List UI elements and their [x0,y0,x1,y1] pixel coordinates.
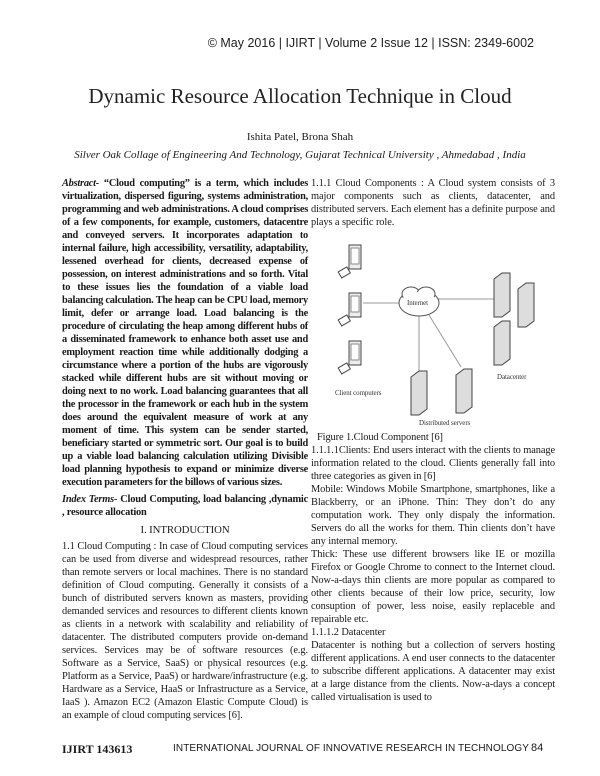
thick-paragraph: Thick: These use different browsers like IE or mozilla Firefox or Google Chrome to connect to the Internet cloud. Now-a-days thin clients are more popular as compared to other clients because of their low price, security, low consuption of power, less noise, easily replaceble and repairable etc. [311,549,555,625]
label-distributed-servers: Distributed servers [419,419,471,427]
index-terms-text: Cloud Computing, load balancing ,dynamic , resource allocation [62,494,308,518]
client-computer-icon [338,293,361,326]
label-internet: Internet [407,299,428,307]
client-computer-icon [338,341,361,374]
clients-paragraph: 1.1.1.1Clients: End users interact with the clients to manage information related to the cloud. Clients generally fall into three categories as given in [6] [311,445,555,482]
server-icon [411,371,427,415]
datacenter-heading: 1.1.1.2 Datacenter [311,627,386,638]
cloud-component-figure [311,237,555,429]
intro-paragraph: 1.1 Cloud Computing : In case of Cloud computing services can be used from diverse and widespread resources, rather than remote servers or local machines. There is no standard definition of Cloud computing. Generally it consists of a bunch of distributed servers known as masters, providing demanded services and resources to different clients known as clients in a network with scalability and reliability of datacenter. The distributed computers provide on-demand services. Services may be of software resources (e.g. Software as a Service, SaaS) or physical resources (e.g. Platform as a Service, PaaS) or hardware/infrastructure (e.g. Hardware as a Service, HaaS or Infrastructure as a Service, IaaS ). Amazon EC2 (Amazon Elastic Compute Cloud) is an example of cloud computing services [6]. [62,541,308,721]
server-icon [518,283,534,327]
components-paragraph: 1.1.1 Cloud Components : A Cloud system consists of 3 major components such as clients, datacenter, and distributed servers. Each element has a definite purpose and plays a specific role. [311,178,555,228]
server-icon [494,273,510,317]
paper-title: Dynamic Resource Allocation Technique in Cloud [88,84,512,108]
abstract [62,177,308,489]
figure-caption: Figure 1.Cloud Component [6] [317,432,443,443]
client-computer-icon [338,245,361,278]
abstract-text: “Cloud computing” is a term, which includes virtualization, dispersed figuring, systems administration, programming and web administrations. A cloud comprises of a few components, for example, customers, datacentre and conveyed servers. It incorporates adaptation to internal failure, high accessibility, versatility, adaptability, lessened overhead for clients, decreased expense of possession, on interest administrations and so forth. Vital to these issues lies the foundation of a viable load balancing calculation. The heap can be CPU load, memory limit, defer or arrange load. Load balancing is the procedure of circulating the heap among different hubs of a disseminated framework to enhance both asset use and employment reaction time while additionally dodging a circumstance where a portion of the hubs are vigorously stacked while different hubs are sit without moving or doing next to no work. Load balancing guarantees that all the processor in the framework or each hub in the system does around the equivalent measure of work at any moment of time. This system can be sender started, beneficiary started or symmetric sort. Our goal is to build up a viable load balancing calculation utilizing Divisible load planning hypothesis to expand or minimize diverse execution parameters for the billows of various sizes. [62,178,308,488]
section-heading: I. INTRODUCTION [140,524,230,536]
abstract-label: Abstract- [62,178,100,189]
server-icon [456,369,472,413]
footer-journal: INTERNATIONAL JOURNAL OF INNOVATIVE RESEARCH IN TECHNOLOGY [173,743,530,754]
server-icon [494,321,510,365]
label-client-computers: Client computers [335,389,382,397]
affiliation: Silver Oak Collage of Engineering And Technology, Gujarat Technical University , Ahmedabad , India [74,149,526,161]
right-column [311,177,555,704]
journal-header: © May 2016 | IJIRT | Volume 2 Issue 12 | ISSN: 2349-6002 [207,36,534,50]
page-number: 84 [531,742,544,754]
footer-paper-id: IJIRT 143613 [62,742,133,756]
authors: Ishita Patel, Brona Shah [246,131,354,143]
label-datacenter: Datacenter [497,373,527,381]
datacenter-paragraph: Datacenter is nothing but a collection of servers hosting different applications. A end user connects to the datacenter to subscribe different applications. A datacenter may exist at a large distance from the clients. Now-a-days a concept called virtualisation is used to [311,640,555,703]
index-terms [62,493,308,519]
left-column [62,177,308,722]
index-terms-label: Index Terms- [62,494,118,505]
mobile-paragraph: Mobile: Windows Mobile Smartphone, smartphones, like a Blackberry, or an iPhone. Thin: They don’t do any computation work. They only dispaly the information. Servers do all the works for them. Thin clients don’t have any internal memory. [311,484,555,547]
